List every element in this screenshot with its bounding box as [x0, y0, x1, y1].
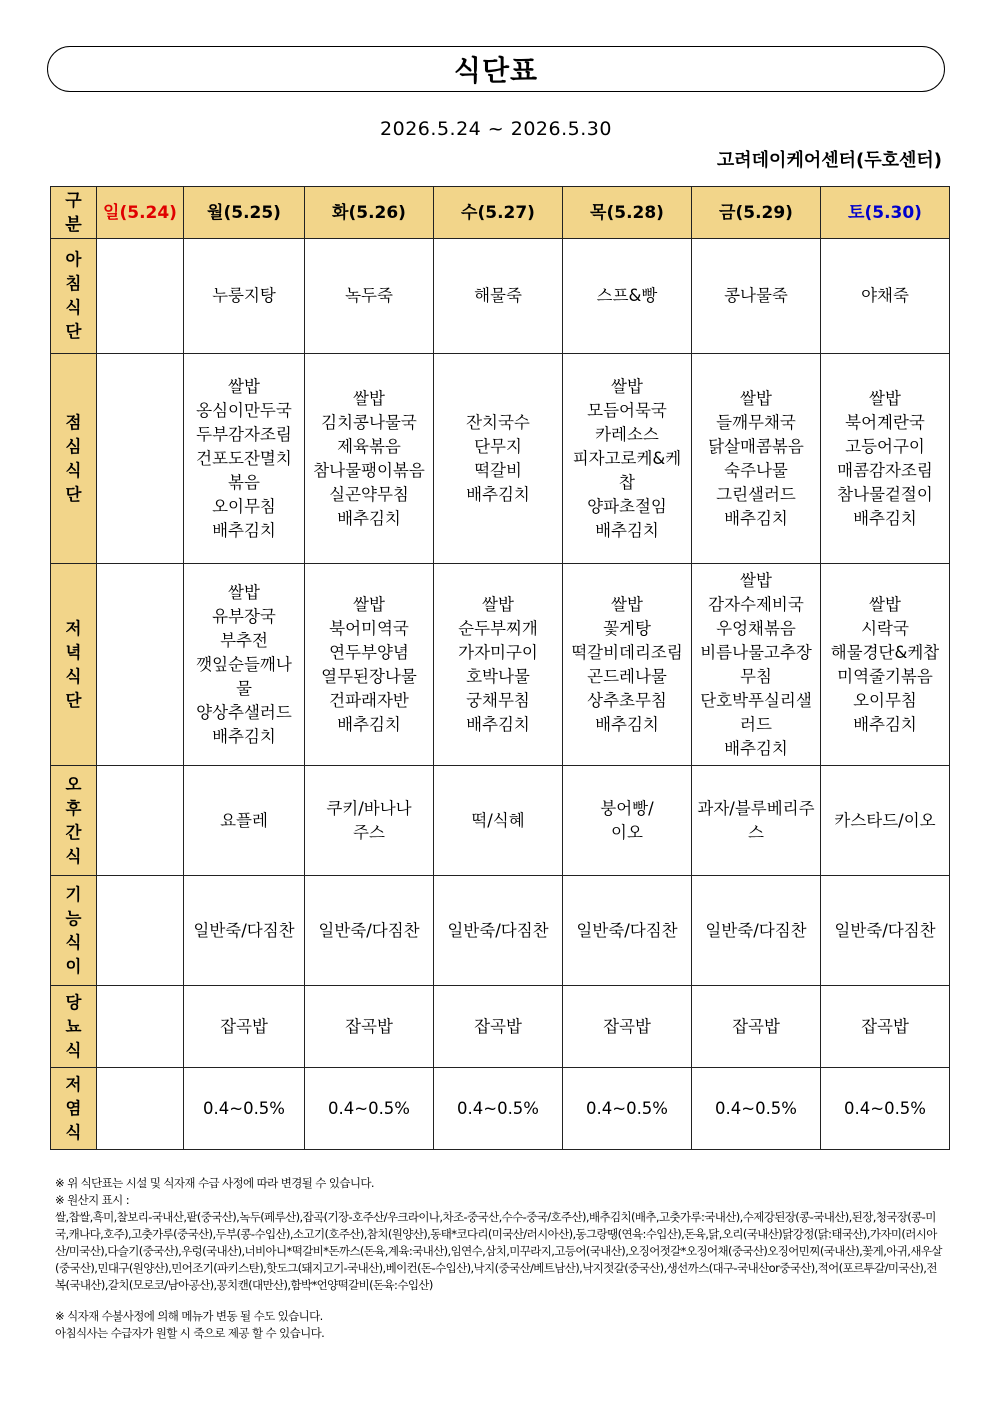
row-category-cell — [51, 986, 97, 1068]
menu-item: 피자고로케&케 — [572, 448, 682, 468]
row-category-cell — [51, 1068, 97, 1150]
menu-item: 쌀밥 — [228, 376, 260, 396]
menu-cell — [97, 766, 184, 876]
row-category-cell — [51, 766, 97, 876]
day-label: 목(5.28) — [590, 202, 664, 223]
meal-row — [51, 986, 950, 1068]
menu-cell — [692, 1068, 821, 1150]
menu-item: 궁채무침 — [466, 690, 530, 710]
menu-cell — [97, 986, 184, 1068]
day-header-cell — [97, 187, 184, 239]
category-char: 식 — [65, 1122, 82, 1142]
menu-cell — [434, 239, 563, 354]
menu-item: 오이무침 — [212, 496, 276, 516]
menu-cell — [97, 1068, 184, 1150]
center-name: 고려데이케어센터(두호센터) — [716, 150, 942, 171]
category-char: 당 — [65, 992, 82, 1012]
menu-cell — [434, 986, 563, 1068]
menu-item: 잡곡밥 — [861, 1016, 909, 1036]
category-char: 아 — [65, 250, 82, 269]
category-char: 점 — [65, 412, 82, 432]
menu-item: 0.4~0.5% — [715, 1098, 797, 1118]
menu-item: 옹심이만두국 — [196, 400, 292, 420]
menu-item: 과자/블루베리주 — [697, 798, 815, 818]
menu-item: 꽃게탕 — [603, 618, 651, 638]
day-header-cell — [184, 187, 305, 239]
menu-item: 김치콩나물국 — [321, 412, 417, 432]
meal-row — [51, 564, 950, 766]
menu-item: 가자미구이 — [458, 642, 538, 662]
meal-table — [50, 186, 950, 1150]
category-char: 능 — [65, 908, 82, 928]
menu-cell — [305, 876, 434, 986]
menu-cell — [821, 239, 950, 354]
category-char: 간 — [65, 822, 82, 842]
menu-item: 비름나물고추장 — [700, 642, 812, 662]
menu-item: 잡곡밥 — [220, 1016, 268, 1036]
menu-item: 배추김치 — [595, 714, 659, 734]
menu-item: 잔치국수 — [466, 412, 530, 432]
day-label: 화(5.26) — [332, 202, 406, 223]
category-char: 단 — [65, 322, 82, 341]
menu-item: 깻잎순들깨나 — [196, 654, 292, 674]
menu-cell — [184, 354, 305, 564]
meal-row — [51, 239, 950, 354]
category-char: 오 — [65, 774, 82, 794]
header-category-cell — [51, 187, 97, 239]
menu-item: 잡곡밥 — [474, 1016, 522, 1036]
menu-item: 부추전 — [220, 630, 268, 650]
menu-item: 카스타드/이오 — [834, 810, 936, 830]
menu-item: 상추초무침 — [587, 690, 667, 710]
menu-item: 실곤약무침 — [329, 484, 409, 504]
meal-row — [51, 1068, 950, 1150]
menu-item: 쌀밥 — [869, 388, 901, 408]
category-char: 뇨 — [65, 1016, 82, 1036]
menu-item: 닭살매콤볶음 — [708, 436, 804, 456]
category-char: 단 — [65, 690, 82, 710]
menu-item: 단무지 — [474, 436, 522, 456]
menu-item: 감자수제비국 — [708, 594, 804, 614]
menu-cell — [434, 766, 563, 876]
menu-cell — [692, 564, 821, 766]
menu-item: 떡/식혜 — [471, 810, 525, 830]
meal-row — [51, 766, 950, 876]
menu-item: 양상추샐러드 — [196, 702, 292, 722]
menu-cell — [563, 766, 692, 876]
category-char: 식 — [65, 932, 82, 952]
menu-item: 제육볶음 — [337, 436, 401, 456]
menu-item: 배추김치 — [212, 520, 276, 540]
menu-item: 떡갈비데리조림 — [571, 642, 683, 662]
category-char: 녁 — [65, 642, 82, 662]
menu-cell — [184, 986, 305, 1068]
menu-item: 야채죽 — [861, 286, 909, 305]
menu-cell — [97, 354, 184, 564]
menu-item: 쌀밥 — [611, 594, 643, 614]
menu-item: 건포도잔멸치 — [196, 448, 292, 468]
menu-cell — [305, 986, 434, 1068]
menu-item: 숙주나물 — [724, 460, 788, 480]
menu-item: 매콤감자조림 — [837, 460, 933, 480]
supply-notice: ※ 식자재 수불사정에 의해 메뉴가 변동 될 수도 있습니다. — [55, 1309, 323, 1323]
menu-cell — [821, 766, 950, 876]
day-header-cell — [305, 187, 434, 239]
menu-item: 일반죽/다짐찬 — [193, 920, 295, 940]
row-category-cell — [51, 354, 97, 564]
menu-cell — [97, 564, 184, 766]
change-notice: ※ 위 식단표는 시설 및 식자재 수급 사정에 따라 변경될 수 있습니다. — [55, 1176, 374, 1190]
menu-item: 미역줄기볶음 — [837, 666, 933, 686]
category-char: 식 — [65, 666, 82, 686]
menu-item: 0.4~0.5% — [586, 1098, 668, 1118]
menu-item: 무침 — [740, 666, 772, 686]
menu-item: 그린샐러드 — [716, 484, 796, 504]
menu-cell — [305, 354, 434, 564]
menu-cell — [563, 239, 692, 354]
page-title: 식단표 — [453, 54, 539, 87]
menu-cell — [563, 876, 692, 986]
menu-cell — [434, 354, 563, 564]
menu-cell — [434, 876, 563, 986]
menu-item: 참나물팽이볶음 — [313, 460, 425, 480]
category-char: 저 — [65, 1074, 82, 1094]
menu-item: 스프&빵 — [596, 286, 658, 305]
menu-item: 쿠키/바나나 — [326, 798, 412, 818]
notes-section — [55, 1175, 945, 1342]
header-row — [51, 187, 950, 239]
row-category-cell — [51, 239, 97, 354]
row-category-cell — [51, 876, 97, 986]
menu-item: 쌀밥 — [353, 388, 385, 408]
meal-row — [51, 876, 950, 986]
menu-item: 붕어빵/ — [600, 798, 654, 818]
menu-item: 두부감자조림 — [196, 424, 292, 444]
day-label: 월(5.25) — [207, 202, 281, 223]
category-char: 염 — [65, 1098, 82, 1118]
menu-item: 주스 — [353, 822, 385, 842]
menu-item: 카레소스 — [595, 424, 659, 444]
menu-cell — [692, 354, 821, 564]
menu-cell — [434, 564, 563, 766]
menu-item: 열무된장나물 — [321, 666, 417, 686]
category-char: 식 — [65, 1040, 82, 1060]
menu-item: 순두부찌개 — [458, 618, 538, 638]
menu-item: 볶음 — [228, 472, 260, 492]
menu-item: 쌀밥 — [740, 570, 772, 590]
menu-cell — [692, 766, 821, 876]
menu-item: 배추김치 — [337, 714, 401, 734]
menu-cell — [692, 876, 821, 986]
menu-item: 녹두죽 — [345, 286, 393, 305]
menu-cell — [563, 564, 692, 766]
menu-cell — [563, 1068, 692, 1150]
menu-item: 요플레 — [220, 810, 268, 830]
category-char: 이 — [65, 956, 82, 976]
menu-cell — [184, 564, 305, 766]
menu-item: 단호박푸실리샐 — [700, 690, 812, 710]
menu-item: 배추김치 — [466, 484, 530, 504]
menu-item: 연두부양념 — [329, 642, 409, 662]
menu-cell — [821, 986, 950, 1068]
origin-text: 쌀,찹쌀,흑미,찰보리-국내산,팥(중국산),녹두(페루산),잡곡(기장-호주산/우크라이나,차조-중국산,수수-중국/호주산),배추김치(배추,고춧가루:국내산),수제강된장(콩-국내산),된장,청국장(콩-미국,캐나다,호주),고춧가루(중국산),두부(콩-수입산),소고기(호주산),참치(원양산),동태*코다리(미국산/러시아산),동그랑땡(연육:수입산),돈육,닭,오리(국내산)닭강정(닭:태국산),가자미(러시아산/미국산),다슬기(중국산),우렁(국내산),너비아니*떡갈비*돈까스(돈육,계육:국내산),임연수,삼치,미꾸라지,고등어(국내산),오징어젓갈*오징어채(중국산)오징어민찌(국내산),꽃게,아귀,새우살(중국산),민대구(원양산),민어조기(파키스탄),핫도그(돼지고기-국내산),베이컨(돈-수입산),낙지(중국산/베트남산),낙지젓갈(중국산),생선까스(대구-국내산or중국산),적어(포르투갈/미국산),전복(국내산),갈치(모로코/남아공산),꽁치캔(대만산),함박*언양떡갈비(돈육:수입산) — [55, 1210, 942, 1292]
menu-item: 배추김치 — [724, 508, 788, 528]
menu-item: 쌀밥 — [228, 582, 260, 602]
category-char: 식 — [65, 846, 82, 866]
menu-item: 0.4~0.5% — [203, 1098, 285, 1118]
menu-item: 배추김치 — [337, 508, 401, 528]
day-label: 수(5.27) — [461, 202, 535, 223]
menu-cell — [305, 766, 434, 876]
menu-item: 건파래자반 — [329, 690, 409, 710]
row-category-cell — [51, 564, 97, 766]
title-banner — [47, 46, 945, 92]
menu-item: 누룽지탕 — [212, 286, 276, 305]
menu-cell — [305, 564, 434, 766]
menu-item: 0.4~0.5% — [457, 1098, 539, 1118]
menu-item: 우엉채볶음 — [716, 618, 796, 638]
menu-item: 찹 — [619, 472, 635, 492]
menu-item: 잡곡밥 — [732, 1016, 780, 1036]
menu-cell — [821, 1068, 950, 1150]
menu-item: 참나물겉절이 — [837, 484, 933, 504]
menu-item: 일반죽/다짐찬 — [834, 920, 936, 940]
category-char: 식 — [65, 460, 82, 480]
menu-item: 쌀밥 — [869, 594, 901, 614]
day-header-cell — [821, 187, 950, 239]
menu-item: 유부장국 — [212, 606, 276, 626]
menu-item: 배추김치 — [212, 726, 276, 746]
day-label: 일(5.24) — [103, 202, 177, 223]
origin-heading: ※ 원산지 표시 : — [55, 1193, 130, 1207]
day-label: 금(5.29) — [719, 202, 793, 223]
menu-item: 오이무침 — [853, 690, 917, 710]
menu-item: 떡갈비 — [474, 460, 522, 480]
menu-cell — [821, 354, 950, 564]
menu-item: 곤드레나물 — [587, 666, 667, 686]
menu-item: 러드 — [740, 714, 772, 734]
day-label: 토(5.30) — [848, 202, 922, 223]
menu-cell — [821, 564, 950, 766]
category-char: 기 — [65, 884, 82, 904]
menu-cell — [563, 354, 692, 564]
menu-item: 해물경단&케찹 — [830, 642, 940, 662]
menu-item: 쌀밥 — [353, 594, 385, 614]
menu-item: 모듬어묵국 — [587, 400, 667, 420]
category-char: 구 — [65, 190, 82, 211]
menu-item: 물 — [236, 678, 252, 698]
menu-cell — [692, 239, 821, 354]
day-header-cell — [692, 187, 821, 239]
menu-cell — [184, 1068, 305, 1150]
menu-item: 0.4~0.5% — [328, 1098, 410, 1118]
breakfast-notice: 아침식사는 수급자가 원할 시 죽으로 제공 할 수 있습니다. — [55, 1326, 325, 1340]
menu-cell — [184, 876, 305, 986]
menu-cell — [184, 766, 305, 876]
menu-item: 일반죽/다짐찬 — [576, 920, 678, 940]
menu-item: 잡곡밥 — [603, 1016, 651, 1036]
date-range: 2026.5.24 ~ 2026.5.30 — [380, 118, 612, 140]
menu-item: 0.4~0.5% — [844, 1098, 926, 1118]
category-char: 저 — [65, 618, 82, 638]
category-char: 침 — [65, 274, 82, 293]
menu-item: 쌀밥 — [611, 376, 643, 396]
menu-item: 배추김치 — [466, 714, 530, 734]
menu-item: 스 — [748, 822, 764, 842]
menu-item: 일반죽/다짐찬 — [705, 920, 807, 940]
menu-item: 일반죽/다짐찬 — [318, 920, 420, 940]
category-char: 분 — [65, 214, 82, 235]
menu-cell — [305, 1068, 434, 1150]
menu-cell — [563, 986, 692, 1068]
menu-item: 잡곡밥 — [345, 1016, 393, 1036]
day-header-cell — [434, 187, 563, 239]
menu-item: 고등어구이 — [845, 436, 925, 456]
menu-item: 들깨무채국 — [716, 412, 796, 432]
menu-item: 배추김치 — [724, 738, 788, 758]
category-char: 심 — [65, 436, 82, 456]
menu-cell — [97, 239, 184, 354]
menu-item: 배추김치 — [853, 508, 917, 528]
menu-item: 호박나물 — [466, 666, 530, 686]
menu-cell — [692, 986, 821, 1068]
menu-item: 양파초절임 — [587, 496, 667, 516]
menu-cell — [305, 239, 434, 354]
menu-item: 이오 — [611, 822, 643, 842]
menu-item: 북어미역국 — [329, 618, 409, 638]
menu-item: 콩나물죽 — [724, 286, 788, 305]
day-header-cell — [563, 187, 692, 239]
menu-item: 북어계란국 — [845, 412, 925, 432]
menu-cell — [184, 239, 305, 354]
menu-item: 해물죽 — [474, 286, 522, 305]
category-char: 후 — [65, 798, 82, 818]
menu-item: 일반죽/다짐찬 — [447, 920, 549, 940]
menu-item: 쌀밥 — [740, 388, 772, 408]
menu-item: 시락국 — [861, 618, 909, 638]
menu-item: 배추김치 — [853, 714, 917, 734]
menu-cell — [821, 876, 950, 986]
menu-item: 배추김치 — [595, 520, 659, 540]
menu-cell — [97, 876, 184, 986]
menu-item: 쌀밥 — [482, 594, 514, 614]
menu-cell — [434, 1068, 563, 1150]
meal-row — [51, 354, 950, 564]
category-char: 단 — [65, 484, 82, 504]
category-char: 식 — [65, 298, 82, 317]
